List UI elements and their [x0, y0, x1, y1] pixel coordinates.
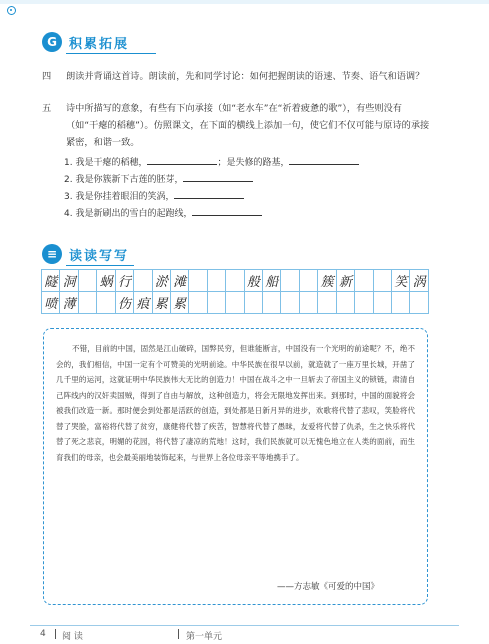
vocab-cell: 新: [336, 269, 355, 292]
vocab-cell: [133, 269, 152, 292]
vocab-cell: [207, 291, 226, 314]
section-accumulate-header: [42, 32, 129, 52]
vocab-cell: 喷: [41, 291, 60, 314]
vocab-cell: 般: [244, 269, 263, 292]
item-text: ；是失修的路基，: [217, 158, 290, 168]
essay-signature: ——方志敏《可爱的中国》: [276, 582, 379, 592]
essay-box: [43, 328, 428, 605]
vocab-cell: [280, 291, 299, 314]
section-underline: [66, 53, 156, 54]
vocab-cell: [409, 291, 428, 314]
vocab-cell: [299, 291, 318, 314]
question-text: 诗中所描写的意象，有些有下向承接（如“老水车”在“祈着疲惫的歌”），有些则没有（如“干瘪的稻穗”）。仿照课文，在下面的横线上添加一句，使它们不仅可能与原诗的承接紧密，和谐一致。: [66, 103, 430, 148]
item-text: 4. 我是新刷出的雪白的起跑线，: [64, 209, 193, 219]
exercise-item-3: [64, 189, 244, 204]
vocab-cell: 船: [262, 269, 281, 292]
section-accumulate-title: 积累拓展: [69, 36, 130, 52]
vocab-cell: [225, 269, 244, 292]
corner-circle-icon: [7, 6, 16, 15]
vocab-row: [42, 270, 429, 292]
question-number: 四: [42, 71, 52, 82]
exercise-item-2: [64, 172, 253, 187]
question-number: 五: [42, 103, 52, 114]
vocab-cell: [373, 291, 392, 314]
section-underline: [66, 265, 134, 266]
vocab-cell: 淤: [152, 269, 171, 292]
vocab-cell: 洞: [59, 269, 78, 292]
exercise-item-4: [64, 206, 262, 221]
pencil-g-icon: G: [42, 32, 62, 52]
vocab-cell: 蜗: [96, 269, 115, 292]
vocab-cell: [299, 269, 318, 292]
vocab-cell: [336, 291, 355, 314]
question-text: 朗读并背诵这首诗。朗读前，先和同学讨论：如何把握朗读的语速、节奏、语气和语调？: [66, 71, 425, 82]
vocab-cell: [262, 291, 281, 314]
vocab-cell: [280, 269, 299, 292]
page-footer: [0, 625, 489, 644]
vocab-cell: [354, 291, 373, 314]
vocab-cell: [244, 291, 263, 314]
answer-blank[interactable]: [183, 172, 253, 182]
footer-unit-label: 第一单元: [186, 632, 223, 642]
item-text: 1. 我是干瘪的稻穗，: [64, 158, 148, 168]
vocab-cell: [96, 291, 115, 314]
vocab-cell: 簇: [317, 269, 336, 292]
vocab-cell: [225, 291, 244, 314]
vocab-cell: 笑: [391, 269, 410, 292]
vocab-cell: 伤: [115, 291, 134, 314]
essay-text: 不错，目前的中国，固然是江山破碎，国弊民穷，但谁能断言，中国没有一个光明的前途呢？不，绝不会的，我们相信，中国一定有个可赞美的光明前途。中华民族在很早以前，就造就了一座万里长城，开凿了几千里的运河，这就证明中华民族伟大无比的创造力！中国在战斗之中一旦斩去了帝国主义的锁链，肃清自己阵线内的汉奸卖国贼，得到了自由与解放，这种创造力，将会无限地发挥出来。到那时，中国的面貌将会被我们改造一新。那时便会到处都是活跃的创造，到处都是日新月异的进步，欢歌将代替了悲叹，笑脸将代替了哭脸，富裕将代替了贫穷，康健将代替了疾苦，智慧将代替了愚昧，友爱将代替了仇杀，生之快乐将代替了死之悲哀，明媚的花园，将代替了凄凉的荒地！这时，我们民族就可以无愧色地立在人类的面前，而生育我们的母亲，也会最美丽地装饰起来，与世界上各位母亲平等地携手了。: [56, 344, 415, 462]
vocab-cell: [391, 291, 410, 314]
footer-rule: [30, 625, 459, 626]
page-number: 4: [40, 629, 46, 639]
question-4: [42, 68, 432, 85]
vocab-cell: 累: [152, 291, 171, 314]
vocab-cell: 涡: [409, 269, 428, 292]
vocab-cell: 隧: [41, 269, 60, 292]
vocab-cell: [78, 269, 97, 292]
footer-divider: [55, 629, 56, 639]
question-5: [42, 100, 432, 151]
exercise-item-1: [64, 155, 359, 170]
vocab-grid: [42, 270, 429, 314]
vocab-cell: [354, 269, 373, 292]
vocab-cell: 累: [170, 291, 189, 314]
footer-book-label: 阅 读: [62, 632, 83, 642]
footer-divider: [178, 629, 179, 639]
top-rule: [0, 0, 489, 4]
answer-blank[interactable]: [174, 189, 244, 199]
vocab-cell: 痕: [133, 291, 152, 314]
vocab-cell: [188, 291, 207, 314]
answer-blank[interactable]: [192, 206, 262, 216]
vocab-cell: [78, 291, 97, 314]
vocab-cell: [373, 269, 392, 292]
answer-blank[interactable]: [289, 155, 359, 165]
vocab-cell: 薄: [59, 291, 78, 314]
vocab-cell: [207, 269, 226, 292]
vocab-cell: 行: [115, 269, 134, 292]
item-text: 2. 我是你簇新下古莲的胚芽，: [64, 175, 184, 185]
vocab-row: [42, 292, 429, 314]
item-text: 3. 我是你挂着眼泪的笑涡，: [64, 192, 175, 202]
answer-blank[interactable]: [147, 155, 217, 165]
vocab-cell: [188, 269, 207, 292]
section-read-write-header: [42, 244, 129, 264]
list-icon: ≡: [42, 244, 62, 264]
vocab-cell: [317, 291, 336, 314]
vocab-cell: 滩: [170, 269, 189, 292]
section-read-write-title: 读读写写: [69, 248, 130, 264]
